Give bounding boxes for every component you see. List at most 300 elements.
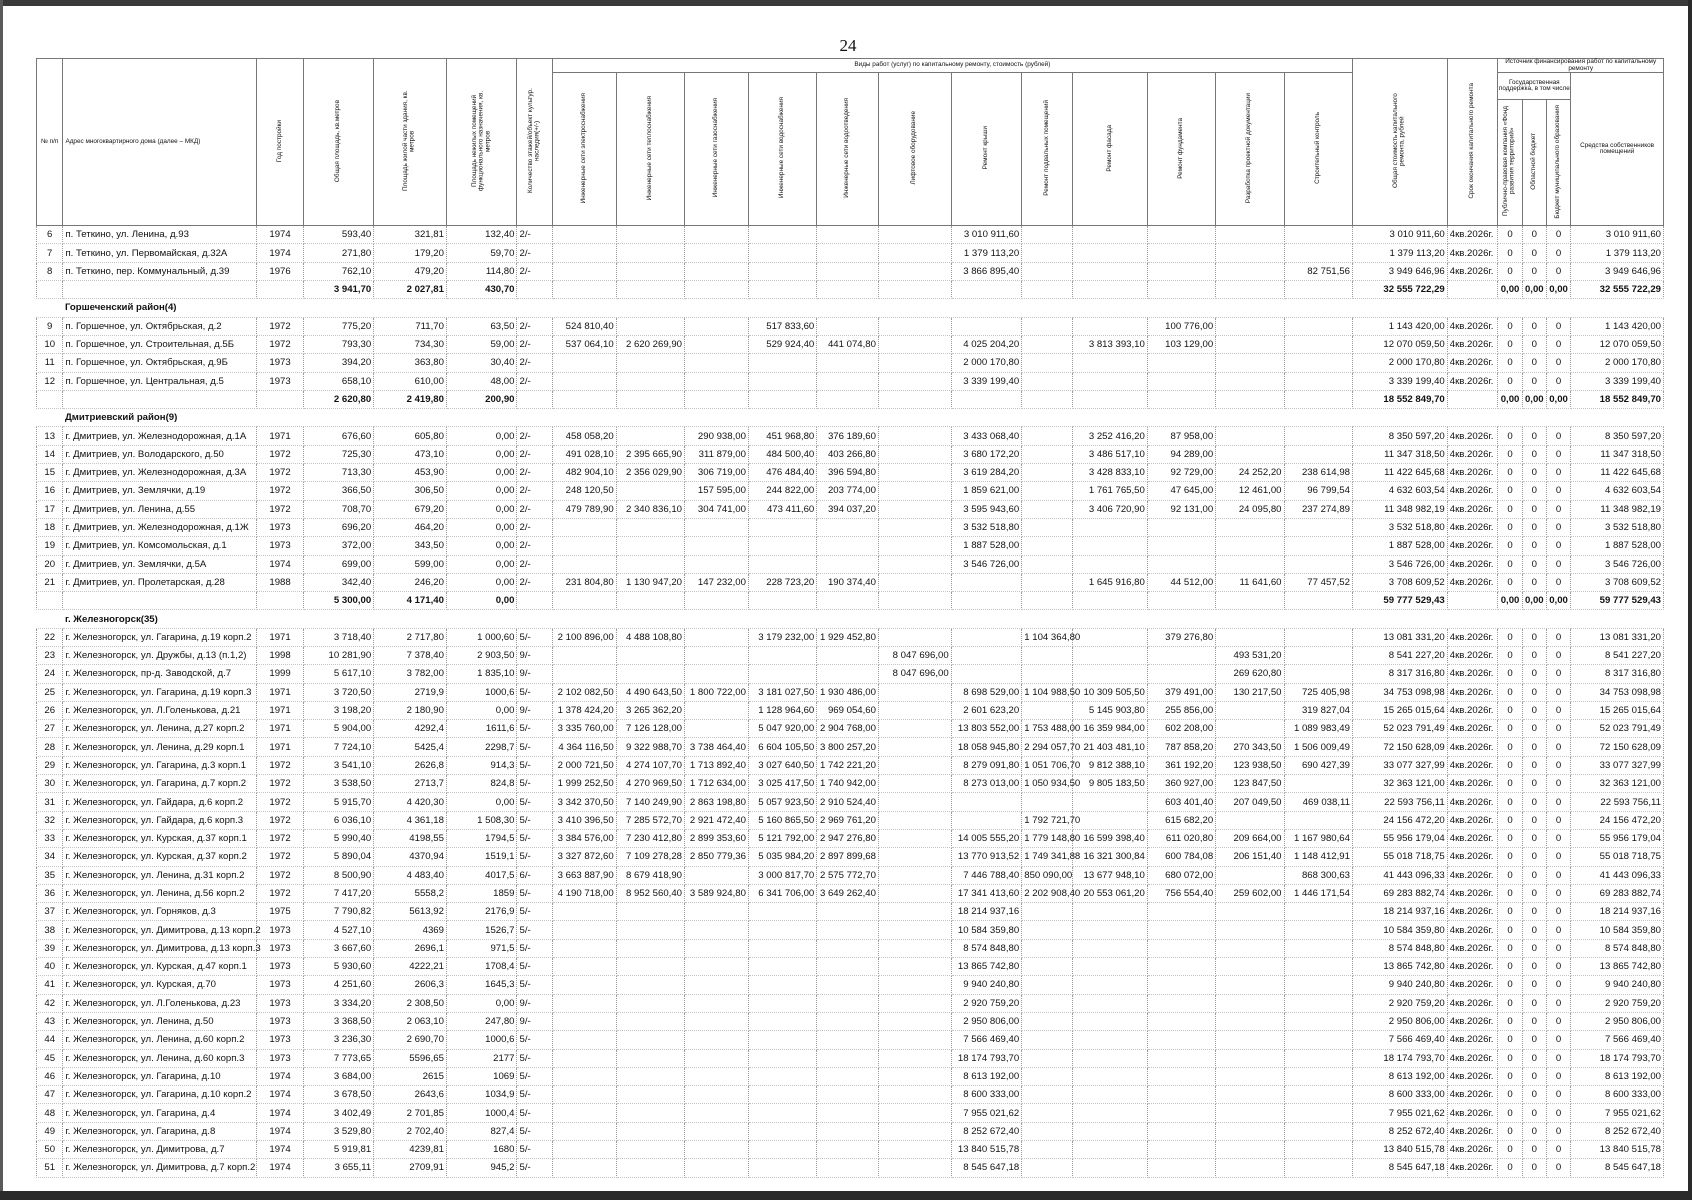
row-num: 31 [37, 793, 63, 811]
row-electric [552, 1086, 616, 1104]
row-water: 5 160 865,50 [748, 811, 816, 829]
row-municipal: 0 [1546, 628, 1570, 646]
row-living-area: 7 378,40 [374, 646, 447, 664]
row-water [748, 1122, 816, 1140]
row-fund: 0 [1498, 500, 1522, 518]
row-gas [685, 244, 749, 262]
row-total-area: 3 402,49 [303, 1104, 374, 1122]
row-term: 4кв.2026г. [1447, 1067, 1498, 1085]
row-address: г. Железногорск, ул. Гагарина, д.7 корп.2 [63, 775, 257, 793]
row-address: г. Железногорск, ул. Димитрова, д.13 корп.2 [63, 921, 257, 939]
row-lift [878, 903, 951, 921]
row-address: п. Теткино, ул. Ленина, д.93 [63, 226, 257, 244]
row-lift [878, 1159, 951, 1177]
row-facade [1072, 1049, 1147, 1067]
row-num: 47 [37, 1086, 63, 1104]
table-row [37, 500, 1664, 518]
table-row [37, 793, 1664, 811]
row-gas: 304 741,00 [685, 500, 749, 518]
row-gas [685, 354, 749, 372]
row-total-area: 3 684,00 [303, 1067, 374, 1085]
row-year: 1972 [257, 811, 303, 829]
row-foundation [1147, 518, 1215, 536]
row-control [1284, 335, 1352, 353]
row-facade [1072, 518, 1147, 536]
row-water [748, 244, 816, 262]
row-lift: 8 047 696,00 [878, 646, 951, 664]
row-lift [878, 573, 951, 591]
row-municipal: 0 [1546, 665, 1570, 683]
row-lift [878, 262, 951, 280]
row-control: 1 506 009,49 [1284, 738, 1352, 756]
row-fund: 0 [1498, 866, 1522, 884]
row-lift [878, 445, 951, 463]
row-total-area: 3 678,50 [303, 1086, 374, 1104]
row-address: г. Железногорск, ул. Ленина, д.29 корп.1 [63, 738, 257, 756]
row-year: 1972 [257, 317, 303, 335]
subtotal-facade [1072, 281, 1147, 299]
row-control [1284, 921, 1352, 939]
row-year: 1971 [257, 628, 303, 646]
row-regional: 0 [1522, 866, 1546, 884]
table-row [37, 1122, 1664, 1140]
row-water: 451 968,80 [748, 427, 816, 445]
row-facade [1072, 262, 1147, 280]
row-lift [878, 811, 951, 829]
subtotal-gas [685, 281, 749, 299]
row-nonres-area: 4017,5 [446, 866, 517, 884]
table-row [37, 976, 1664, 994]
row-foundation [1147, 1086, 1215, 1104]
row-total-cost: 11 347 318,50 [1352, 445, 1447, 463]
row-facade: 21 403 481,10 [1072, 738, 1147, 756]
header-facade: Ремонт фасада [1072, 73, 1147, 226]
subtotal-roof [951, 281, 1022, 299]
row-regional: 0 [1522, 829, 1546, 847]
row-foundation: 255 856,00 [1147, 701, 1215, 719]
row-basement: 850 090,00 [1022, 866, 1073, 884]
row-floors: 5/- [517, 1086, 552, 1104]
row-regional: 0 [1522, 665, 1546, 683]
row-year: 1972 [257, 482, 303, 500]
row-electric [552, 1159, 616, 1177]
row-regional: 0 [1522, 756, 1546, 774]
subtotal-sewer [817, 390, 879, 408]
row-heat: 4 490 643,50 [616, 683, 684, 701]
row-owners: 13 081 331,20 [1571, 628, 1664, 646]
row-electric: 479 789,90 [552, 500, 616, 518]
subtotal-water [748, 592, 816, 610]
row-nonres-area: 247,80 [446, 1012, 517, 1030]
row-design [1216, 701, 1284, 719]
row-term: 4кв.2026г. [1447, 262, 1498, 280]
row-municipal: 0 [1546, 756, 1570, 774]
header-works-group: Виды работ (услуг) по капитальному ремонту, стоимость (рублей) [552, 59, 1352, 73]
row-owners: 1 887 528,00 [1571, 537, 1664, 555]
row-regional: 0 [1522, 518, 1546, 536]
row-electric [552, 1049, 616, 1067]
row-basement [1022, 646, 1073, 664]
row-heat: 1 130 947,20 [616, 573, 684, 591]
row-year: 1974 [257, 1104, 303, 1122]
row-gas: 2 850 779,36 [685, 848, 749, 866]
row-fund: 0 [1498, 427, 1522, 445]
row-sewer: 396 594,80 [817, 464, 879, 482]
row-owners: 13 865 742,80 [1571, 958, 1664, 976]
row-num: 40 [37, 958, 63, 976]
subtotal-electric [552, 390, 616, 408]
row-floors: 5/- [517, 829, 552, 847]
row-basement [1022, 701, 1073, 719]
row-fund: 0 [1498, 482, 1522, 500]
row-sewer [817, 1159, 879, 1177]
row-municipal: 0 [1546, 445, 1570, 463]
row-address: г. Железногорск, ул. Дружбы, д.13 (п.1,2) [63, 646, 257, 664]
row-living-area: 2 690,70 [374, 1031, 447, 1049]
row-control [1284, 1012, 1352, 1030]
row-facade: 3 428 833,10 [1072, 464, 1147, 482]
row-address: г. Железногорск, ул. Димитрова, д.13 корп.3 [63, 939, 257, 957]
row-electric [552, 372, 616, 390]
row-heat: 2 395 665,90 [616, 445, 684, 463]
row-fund: 0 [1498, 976, 1522, 994]
row-gas [685, 1049, 749, 1067]
row-total-area: 7 790,82 [303, 903, 374, 921]
row-total-area: 3 541,10 [303, 756, 374, 774]
row-gas: 2 921 472,40 [685, 811, 749, 829]
row-control: 238 614,98 [1284, 464, 1352, 482]
row-total-area: 658,10 [303, 372, 374, 390]
row-design [1216, 866, 1284, 884]
row-total-cost: 7 566 469,40 [1352, 1031, 1447, 1049]
row-control: 1 446 171,54 [1284, 884, 1352, 902]
row-control [1284, 537, 1352, 555]
row-owners: 8 545 647,18 [1571, 1159, 1664, 1177]
row-municipal: 0 [1546, 793, 1570, 811]
row-total-cost: 34 753 098,98 [1352, 683, 1447, 701]
row-electric [552, 537, 616, 555]
row-lift [878, 628, 951, 646]
header-municipal: Бюджет муниципального образования [1546, 100, 1570, 226]
row-design: 207 049,50 [1216, 793, 1284, 811]
row-regional: 0 [1522, 921, 1546, 939]
row-facade: 9 812 388,10 [1072, 756, 1147, 774]
row-regional: 0 [1522, 1031, 1546, 1049]
row-owners: 2 000 170,80 [1571, 354, 1664, 372]
row-term: 4кв.2026г. [1447, 884, 1498, 902]
row-sewer [817, 262, 879, 280]
row-address: п. Горшечное, ул. Октябрьская, д.9Б [63, 354, 257, 372]
row-owners: 8 600 333,00 [1571, 1086, 1664, 1104]
row-lift [878, 958, 951, 976]
row-living-area: 321,81 [374, 226, 447, 244]
row-fund: 0 [1498, 573, 1522, 591]
row-fund: 0 [1498, 555, 1522, 573]
row-floors: 2/- [517, 335, 552, 353]
row-year: 1973 [257, 976, 303, 994]
row-term: 4кв.2026г. [1447, 482, 1498, 500]
row-design: 269 620,80 [1216, 665, 1284, 683]
row-term: 4кв.2026г. [1447, 738, 1498, 756]
subtotal-owners: 18 552 849,70 [1571, 390, 1664, 408]
row-foundation [1147, 994, 1215, 1012]
row-municipal: 0 [1546, 958, 1570, 976]
row-address: г. Дмитриев, ул. Володарского, д.50 [63, 445, 257, 463]
row-floors: 2/- [517, 555, 552, 573]
scan-frame-right [1688, 0, 1692, 1200]
row-municipal: 0 [1546, 317, 1570, 335]
row-gas [685, 262, 749, 280]
row-heat: 4 488 108,80 [616, 628, 684, 646]
row-term: 4кв.2026г. [1447, 244, 1498, 262]
row-num: 41 [37, 976, 63, 994]
header-gas: Инженерные сети газоснабжения [685, 73, 749, 226]
row-foundation: 787 858,20 [1147, 738, 1215, 756]
row-year: 1973 [257, 1049, 303, 1067]
subtotal-regional: 0,00 [1522, 390, 1546, 408]
row-foundation [1147, 921, 1215, 939]
row-total-area: 5 930,60 [303, 958, 374, 976]
row-total-area: 3 334,20 [303, 994, 374, 1012]
row-term: 4кв.2026г. [1447, 976, 1498, 994]
row-owners: 72 150 628,09 [1571, 738, 1664, 756]
row-water: 6 604 105,50 [748, 738, 816, 756]
row-foundation: 94 289,00 [1147, 445, 1215, 463]
row-floors: 5/- [517, 1031, 552, 1049]
row-fund: 0 [1498, 244, 1522, 262]
row-heat [616, 921, 684, 939]
row-lift [878, 1012, 951, 1030]
row-roof: 2 920 759,20 [951, 994, 1022, 1012]
row-lift [878, 884, 951, 902]
table-row [37, 1049, 1664, 1067]
row-total-cost: 13 840 515,78 [1352, 1141, 1447, 1159]
subtotal-municipal: 0,00 [1546, 281, 1570, 299]
row-municipal: 0 [1546, 701, 1570, 719]
row-floors: 5/- [517, 1067, 552, 1085]
row-electric: 4 190 718,00 [552, 884, 616, 902]
row-num: 35 [37, 866, 63, 884]
row-owners: 1 379 113,20 [1571, 244, 1664, 262]
row-facade [1072, 372, 1147, 390]
row-basement [1022, 244, 1073, 262]
row-sewer: 1 929 452,80 [817, 628, 879, 646]
row-control: 469 038,11 [1284, 793, 1352, 811]
row-control [1284, 1141, 1352, 1159]
row-total-area: 8 500,90 [303, 866, 374, 884]
row-floors: 5/- [517, 958, 552, 976]
row-fund: 0 [1498, 1031, 1522, 1049]
row-gas [685, 1012, 749, 1030]
subtotal-basement [1022, 281, 1073, 299]
row-floors: 5/- [517, 848, 552, 866]
row-foundation: 603 401,40 [1147, 793, 1215, 811]
row-address: г. Железногорск, ул. Курская, д.70 [63, 976, 257, 994]
row-num: 18 [37, 518, 63, 536]
row-nonres-area: 1000,4 [446, 1104, 517, 1122]
row-living-area: 473,10 [374, 445, 447, 463]
row-facade [1072, 555, 1147, 573]
row-basement [1022, 354, 1073, 372]
subtotal-nonres-area: 200,90 [446, 390, 517, 408]
row-floors: 5/- [517, 903, 552, 921]
row-sewer: 2 575 772,70 [817, 866, 879, 884]
row-heat [616, 646, 684, 664]
row-living-area: 5425,4 [374, 738, 447, 756]
row-fund: 0 [1498, 1141, 1522, 1159]
row-electric [552, 976, 616, 994]
subtotal-term [1447, 390, 1498, 408]
row-total-area: 7 724,10 [303, 738, 374, 756]
row-foundation [1147, 1049, 1215, 1067]
row-municipal: 0 [1546, 811, 1570, 829]
row-electric: 3 384 576,00 [552, 829, 616, 847]
row-total-area: 4 251,60 [303, 976, 374, 994]
row-electric [552, 555, 616, 573]
row-sewer [817, 1067, 879, 1085]
row-living-area: 2 063,10 [374, 1012, 447, 1030]
row-design: 11 641,60 [1216, 573, 1284, 591]
scan-frame-bottom [0, 1191, 1692, 1200]
row-lift: 8 047 696,00 [878, 665, 951, 683]
row-municipal: 0 [1546, 244, 1570, 262]
row-water: 473 411,60 [748, 500, 816, 518]
row-basement [1022, 335, 1073, 353]
subtotal-municipal: 0,00 [1546, 592, 1570, 610]
row-lift [878, 848, 951, 866]
row-heat: 7 285 572,70 [616, 811, 684, 829]
row-total-area: 6 036,10 [303, 811, 374, 829]
row-municipal: 0 [1546, 829, 1570, 847]
row-term: 4кв.2026г. [1447, 464, 1498, 482]
row-total-cost: 13 865 742,80 [1352, 958, 1447, 976]
row-municipal: 0 [1546, 1141, 1570, 1159]
row-electric [552, 665, 616, 683]
subtotal-living-area: 2 419,80 [374, 390, 447, 408]
row-municipal: 0 [1546, 1012, 1570, 1030]
row-municipal: 0 [1546, 464, 1570, 482]
row-regional: 0 [1522, 994, 1546, 1012]
row-facade: 13 677 948,10 [1072, 866, 1147, 884]
row-nonres-area: 914,3 [446, 756, 517, 774]
header-heat: Инженерные сети теплоснабжения [616, 73, 684, 226]
subtotal-facade [1072, 592, 1147, 610]
row-term: 4кв.2026г. [1447, 1159, 1498, 1177]
row-fund: 0 [1498, 1086, 1522, 1104]
row-living-area: 363,80 [374, 354, 447, 372]
row-num: 42 [37, 994, 63, 1012]
row-lift [878, 372, 951, 390]
row-facade [1072, 244, 1147, 262]
row-living-area: 734,30 [374, 335, 447, 353]
row-heat [616, 1159, 684, 1177]
row-sewer [817, 1012, 879, 1030]
row-year: 1974 [257, 226, 303, 244]
row-regional: 0 [1522, 793, 1546, 811]
row-water: 244 822,00 [748, 482, 816, 500]
row-control [1284, 665, 1352, 683]
row-gas [685, 1031, 749, 1049]
row-living-area: 679,20 [374, 500, 447, 518]
row-heat [616, 226, 684, 244]
subtotal-total-area: 2 620,80 [303, 390, 374, 408]
row-num: 45 [37, 1049, 63, 1067]
row-municipal: 0 [1546, 537, 1570, 555]
row-roof [951, 317, 1022, 335]
row-owners: 9 940 240,80 [1571, 976, 1664, 994]
row-floors: 5/- [517, 884, 552, 902]
table-row [37, 903, 1664, 921]
row-municipal: 0 [1546, 262, 1570, 280]
row-num: 21 [37, 573, 63, 591]
row-sewer [817, 518, 879, 536]
row-regional: 0 [1522, 720, 1546, 738]
row-total-area: 725,30 [303, 445, 374, 463]
header-regional: Областной бюджет [1522, 100, 1546, 226]
subtotal-living-area: 2 027,81 [374, 281, 447, 299]
subtotal-row [37, 281, 1664, 299]
row-total-cost: 8 541 227,20 [1352, 646, 1447, 664]
row-sewer [817, 921, 879, 939]
subtotal-floors [517, 592, 552, 610]
row-owners: 8 317 316,80 [1571, 665, 1664, 683]
subtotal-roof [951, 592, 1022, 610]
row-sewer: 2 947 276,80 [817, 829, 879, 847]
row-floors: 5/- [517, 756, 552, 774]
subtotal-foundation [1147, 592, 1215, 610]
row-gas [685, 720, 749, 738]
row-sewer [817, 665, 879, 683]
row-lift [878, 244, 951, 262]
row-term: 4кв.2026г. [1447, 646, 1498, 664]
row-floors: 2/- [517, 464, 552, 482]
row-floors: 5/- [517, 738, 552, 756]
row-sewer: 2 910 524,40 [817, 793, 879, 811]
row-foundation: 361 192,20 [1147, 756, 1215, 774]
subtotal-total-area: 3 941,70 [303, 281, 374, 299]
row-roof: 3 532 518,80 [951, 518, 1022, 536]
row-fund: 0 [1498, 1067, 1522, 1085]
row-foundation: 360 927,00 [1147, 775, 1215, 793]
row-basement [1022, 1122, 1073, 1140]
subtotal-fund: 0,00 [1498, 592, 1522, 610]
row-nonres-area: 1859 [446, 884, 517, 902]
row-basement [1022, 482, 1073, 500]
row-roof: 3 433 068,40 [951, 427, 1022, 445]
row-heat [616, 939, 684, 957]
row-gas [685, 372, 749, 390]
row-total-area: 271,80 [303, 244, 374, 262]
row-owners: 7 566 469,40 [1571, 1031, 1664, 1049]
row-heat [616, 1104, 684, 1122]
row-owners: 69 283 882,74 [1571, 884, 1664, 902]
row-total-area: 3 198,20 [303, 701, 374, 719]
row-regional: 0 [1522, 372, 1546, 390]
row-heat: 9 322 988,70 [616, 738, 684, 756]
row-floors: 5/- [517, 976, 552, 994]
row-water [748, 226, 816, 244]
row-owners: 3 708 609,52 [1571, 573, 1664, 591]
row-gas [685, 958, 749, 976]
row-control [1284, 518, 1352, 536]
row-living-area: 5558,2 [374, 884, 447, 902]
row-num: 29 [37, 756, 63, 774]
row-gas [685, 646, 749, 664]
row-design: 493 531,20 [1216, 646, 1284, 664]
row-basement [1022, 994, 1073, 1012]
subtotal-fund: 0,00 [1498, 390, 1522, 408]
row-regional: 0 [1522, 500, 1546, 518]
